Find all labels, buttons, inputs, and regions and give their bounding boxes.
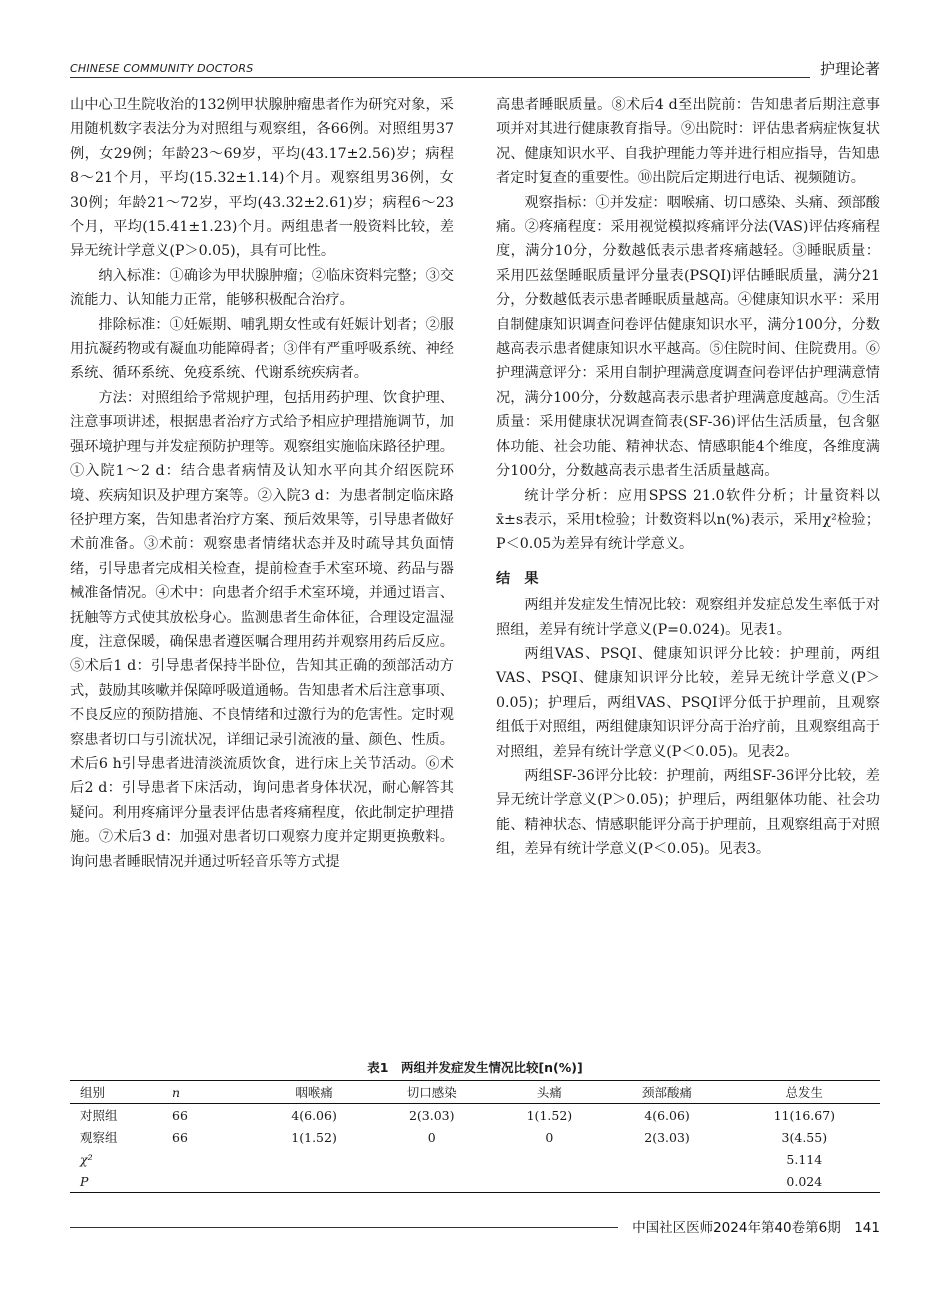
col-header: 切口感染 [406, 1085, 457, 1100]
section-label: 护理论著 [819, 60, 880, 78]
table-cell [493, 1148, 605, 1170]
paragraph-methods: 方法：对照组给予常规护理，包括用药护理、饮食护理、注意事项讲述，根据患者治疗方式给予相应护理措施调节，加强环境护理与并发症预防护理等。观察组实施临床路径护理。①入院1～2 d：结合患者病情及认知水平向其介绍医院环境、疾病知识及护理方案等。②入院3 d：为患者制定临床路径护理方案，告知患者治疗方案、预后效果等，引导患者做好术前准备。③术前：观察患者情绪状态并及时疏导其负面情绪，引导患者完成相关检查，提前检查手术室环境、药品与器械准备情况。④术中：向患者介绍手术室环境，并通过语言、抚触等方式使其放松身心。监测患者生命体征，合理设定温湿度，注意保暖，确保患者遵医嘱合理用药并观察用药后反应。⑤术后1 d：引导患者保持半卧位，告知其正确的颈部活动方式，鼓励其咳嗽并保障呼吸道通畅。告知患者术后注意事项、不良反应的预防措施、不良情绪和过激行为的危害性。定时观察患者切口与引流状况，详细记录引流液的量、颜色、性质。术后6 h引导患者进清淡流质饮食，进行床上关节活动。⑥术后2 d：引导患者下床活动，询问患者身体状况，耐心解答其疑问。利用疼痛评分量表评估患者疼痛程度，依此制定护理措施。⑦术后3 d：加强对患者切口观察力度并定期更换敷料。询问患者睡眠情况并通过听轻音乐等方式提 [70, 389, 454, 870]
table-cell [370, 1148, 493, 1170]
table-cell: 11(16.67) [773, 1107, 836, 1123]
paragraph-exclusion: 排除标准：①妊娠期、哺乳期女性或有妊娠计划者；②服用抗凝药物或有凝血功能障碍者；③伴有严重呼吸系统、神经系统、循环系统、免疫系统、代谢系统疾病者。 [70, 316, 454, 382]
table-cell: P [80, 1173, 89, 1189]
col-header: 头痛 [536, 1085, 562, 1100]
paragraph-subjects: 山中心卫生院收治的132例甲状腺肿瘤患者作为研究对象，采用随机数字表法分为对照组与观察组，各66例。对照组男37例，女29例；年龄23～69岁，平均(43.17±2.56)岁；病程8～21个月，平均(15.32±1.14)个月。观察组男36例，女30例；年龄21～72岁，平均(43.32±2.61)岁；病程6～23个月，平均(15.41±1.23)个月。两组患者一般资料比较，差异无统计学意义(P＞0.05)，具有可比性。 [70, 97, 454, 260]
table-header-row [70, 1081, 880, 1104]
footer-rule [70, 1227, 618, 1228]
table-cell [370, 1170, 493, 1193]
table-cell: 1(1.52) [291, 1129, 337, 1145]
results-heading: 结 果 [496, 570, 539, 587]
table-cell: 观察组 [80, 1130, 118, 1145]
table-cell [493, 1170, 605, 1193]
table-cell: 1(1.52) [526, 1107, 573, 1123]
table-cell: 66 [172, 1107, 188, 1123]
table-cell: 0 [427, 1129, 436, 1145]
table-cell: 2(3.03) [408, 1107, 455, 1123]
table-cell: 2(3.03) [644, 1129, 690, 1145]
footer-issue-page: 中国社区医师2024年第40卷第6期 141 [632, 1220, 880, 1236]
table-row [70, 1170, 880, 1193]
table-cell [258, 1170, 370, 1193]
table1-title: 表1 两组并发症发生情况比较[n(%)] [367, 1060, 583, 1075]
col-header: 总发生 [785, 1085, 824, 1100]
table-cell: 0.024 [786, 1173, 823, 1189]
paragraph-vas-psqi: 两组VAS、PSQI、健康知识评分比较：护理前，两组VAS、PSQI、健康知识评分比较，差异无统计学意义(P＞0.05)；护理后，两组VAS、PSQI评分低于护理前，且观察组低于对照组，两组健康知识评分高于治疗前，且观察组高于对照组，差异有统计学意义(P＜0.05)。见表2。 [496, 645, 880, 760]
table-row [70, 1126, 880, 1148]
table-cell [605, 1148, 728, 1170]
table-cell: 66 [172, 1129, 188, 1145]
table-cell [172, 1148, 258, 1170]
col-header: 组别 [80, 1085, 106, 1100]
table-cell: 0 [545, 1129, 554, 1145]
paragraph-inclusion: 纳入标准：①确诊为甲状腺肿瘤；②临床资料完整；③交流能力、认知能力正常，能够积极配合治疗。 [70, 267, 454, 309]
paragraph-sf36: 两组SF-36评分比较：护理前，两组SF-36评分比较，差异无统计学意义(P＞0.05)；护理后，两组躯体功能、社会功能、精神状态、情感职能评分高于护理前，且观察组高于对照组，差异有统计学意义(P＜0.05)。见表3。 [496, 767, 880, 858]
table-cell [258, 1148, 370, 1170]
paragraph-methods-cont: 高患者睡眠质量。⑧术后4 d至出院前：告知患者后期注意事项并对其进行健康教育指导。⑨出院时：评估患者病症恢复状况、健康知识水平、自我护理能力等并进行相应指导，告知患者定时复查的重要性。⑩出院后定期进行电话、视频随访。 [496, 97, 880, 187]
table-cell: 4(6.06) [291, 1107, 337, 1123]
table-cell: 3(4.55) [781, 1129, 828, 1145]
left-column [70, 93, 454, 874]
table-cell: χ² [80, 1151, 93, 1167]
col-header: 咽喉痛 [295, 1085, 333, 1100]
table-cell: 5.114 [786, 1151, 823, 1167]
table-cell [605, 1170, 728, 1193]
table-row [70, 1148, 880, 1170]
table-cell: 对照组 [80, 1108, 118, 1123]
paragraph-statistics: 统计学分析：应用SPSS 21.0软件分析；计量资料以x̄±s表示，采用t检验；计数资料以n(%)表示，采用χ²检验；P＜0.05为差异有统计学意义。 [496, 487, 880, 553]
paragraph-indicators: 观察指标：①并发症：咽喉痛、切口感染、头痛、颈部酸痛。②疼痛程度：采用视觉模拟疼痛评分法(VAS)评估疼痛程度，满分10分，分数越低表示患者疼痛越轻。③睡眠质量：采用匹兹堡睡眠质量评分量表(PSQI)评估睡眠质量，满分21分，分数越低表示患者睡眠质量越高。④健康知识水平：采用自制健康知识调查问卷评估健康知识水平，满分100分，分数越高表示患者健康知识水平越高。⑤住院时间、住院费用。⑥护理满意评分：采用自制护理满意度调查问卷评估护理满意情况，满分100分，分数越高表示患者护理满意度越高。⑦生活质量：采用健康状况调查简表(SF-36)评估生活质量，包含躯体功能、社会功能、精神状态、情感职能4个维度，各维度满分100分，分数越高表示患者生活质量越高。 [496, 194, 880, 480]
journal-name-en: CHINESE COMMUNITY DOCTORS [70, 62, 254, 75]
table1 [70, 1080, 880, 1193]
header-rule [70, 77, 810, 78]
col-header: n [172, 1084, 181, 1100]
table-cell [172, 1170, 258, 1193]
col-header: 颈部酸痛 [642, 1085, 693, 1100]
table-row [70, 1104, 880, 1127]
paragraph-complications: 两组并发症发生情况比较：观察组并发症总发生率低于对照组，差异有统计学意义(P=0.024)。见表1。 [496, 597, 880, 638]
table-cell: 4(6.06) [644, 1107, 690, 1123]
right-column [496, 93, 880, 862]
